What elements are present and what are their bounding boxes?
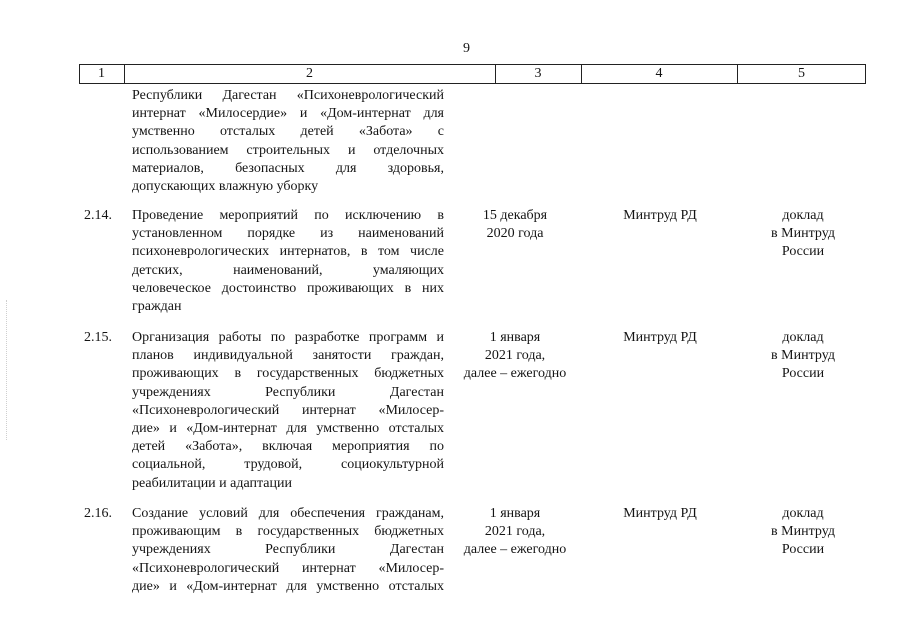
row-number: 2.14. [84,208,112,223]
row-result [740,505,866,560]
text-line: проживающих в государственных бюджетных [132,366,444,382]
column-header-4: 4 [655,66,663,81]
text-line: дие» и «Дом-интернат для умственно отсталых [132,421,444,437]
deadline-line: 2021 года, [484,524,546,540]
page-number: 9 [463,41,470,56]
result-line: в Минтруд [771,348,835,364]
text-line: дие» и «Дом-интернат для умственно отсталых [132,578,444,594]
text-line: проживающим в государственных бюджетных [132,524,444,540]
result-line: в Минтруд [771,524,835,540]
text-line: детских, наименований, умаляющих [132,262,444,278]
text-line: «Психоневрологический интернат «Милосер- [132,560,444,576]
result-line: доклад [782,330,824,345]
table-header-row [79,64,866,84]
column-header-5: 5 [798,66,805,81]
deadline-line: далее – ежегодно [463,542,567,558]
row-deadline [450,207,580,243]
deadline-line: далее – ежегодно [463,366,567,382]
text-line: Республики Дагестан «Психоневрологический [132,88,444,103]
text-line: интернат «Милосердие» и «Дом-интернат для [132,106,444,122]
text-line: использованием строительных и отделочных [132,142,444,158]
row-deadline [450,329,580,384]
row-executor: Минтруд РД [623,330,697,345]
column-header-2: 2 [306,66,313,81]
text-line: Создание условий для обеспечения гражданам, [132,506,444,521]
text-line: учреждениях Республики Дагестан [132,384,444,400]
deadline-line: 1 января [489,330,541,345]
text-line: материалов, безопасных для здоровья, [132,160,444,176]
result-line: России [781,542,825,558]
column-header-3: 3 [534,66,542,81]
text-line: человеческое достоинство проживающих в них [132,280,444,296]
deadline-line: 1 января [489,506,541,521]
text-line: социальной, трудовой, социокультурной [132,457,444,473]
text-line: детей «Забота», включая мероприятия по [132,439,444,455]
row-result [740,207,866,262]
text-line: Проведение мероприятий по исключению в [132,208,444,223]
row-description [132,505,444,596]
row-description [132,329,444,493]
result-line: в Минтруд [771,226,835,242]
text-line: Организация работы по разработке программ и [132,330,444,345]
deadline-line: 15 декабря [482,208,548,223]
text-line: «Психоневрологический интернат «Милосер- [132,402,444,418]
row-executor: Минтруд РД [623,208,697,223]
row-executor: Минтруд РД [623,506,697,521]
row-deadline [450,505,580,560]
text-line: реабилитации и адаптации [132,475,293,491]
result-line: доклад [782,506,824,521]
result-line: доклад [782,208,824,223]
table-border [865,65,866,83]
row-number: 2.15. [84,330,112,345]
column-header-1: 1 [98,66,105,81]
row-description [132,207,444,316]
row-number: 2.16. [84,506,112,521]
result-line: России [781,244,825,260]
text-line: учреждениях Республики Дагестан [132,542,444,558]
text-line: планов индивидуальной занятости граждан, [132,348,444,364]
row-description [132,87,444,196]
scan-edge-specks [6,300,9,440]
text-line: граждан [132,299,182,315]
text-line: допускающих влажную уборку [132,179,319,195]
deadline-line: 2020 года [486,226,544,242]
text-line: психоневрологических интернатов, в том числе [132,244,444,260]
deadline-line: 2021 года, [484,348,546,364]
text-line: установленном порядке из наименований [132,226,444,242]
result-line: России [781,366,825,382]
row-result [740,329,866,384]
text-line: умственно отсталых детей «Забота» с [132,124,444,140]
